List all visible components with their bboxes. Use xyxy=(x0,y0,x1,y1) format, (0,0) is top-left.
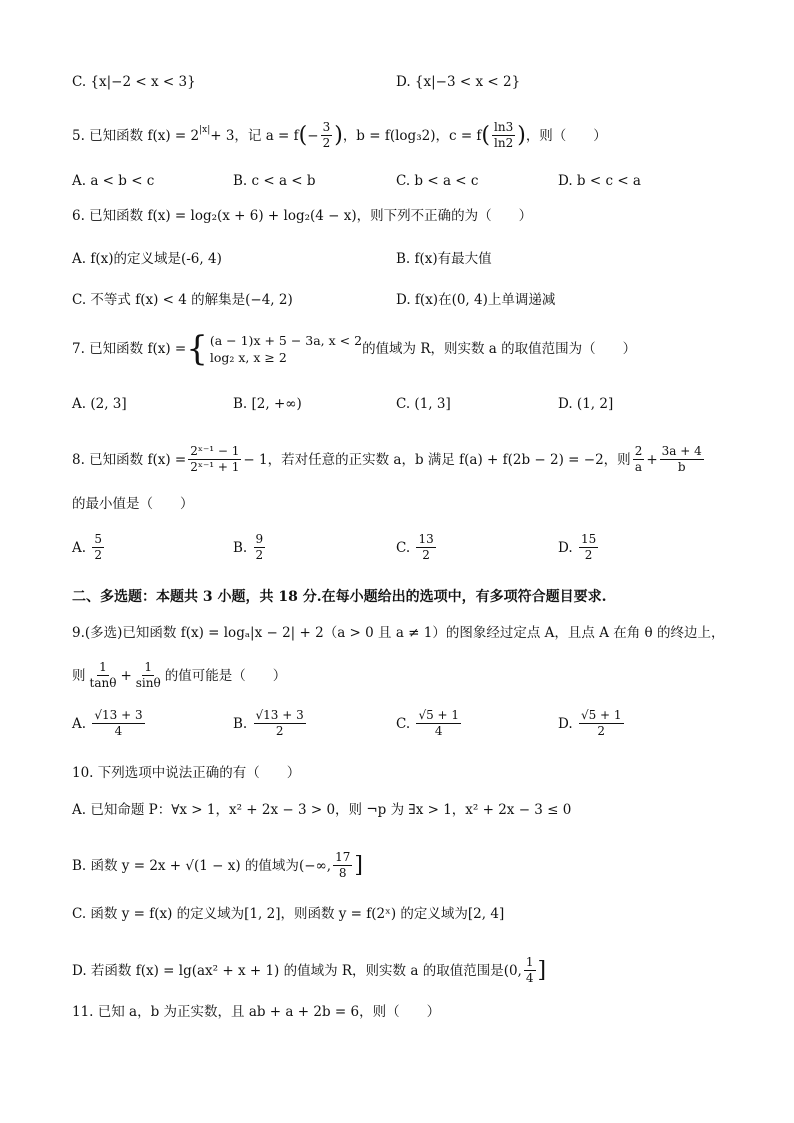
q4-option-d: D. {x|−3 < x < 2} xyxy=(396,74,521,90)
q7-stem-start: 7. 已知函数 f(x) = xyxy=(72,341,187,357)
question-9: 9.(多选)已知函数 f(x) = logₐ|x − 2| + 2（a > 0 且 a ≠ 1）的图象经过定点 A，且点 A 在角 θ 的终边上， xyxy=(72,625,725,641)
q5-option-a: A. a < b < c xyxy=(72,173,155,189)
q10d-interval-left: (0, xyxy=(503,962,522,979)
q10d-text: D. 若函数 f(x) = lg(ax² + x + 1) 的值域为 R，则实数 a 的取值范围是 xyxy=(72,962,504,979)
q8-stem-line-2: 的最小值是（ ） xyxy=(72,496,194,512)
q10b-fraction: $\frac{17}{8}$ xyxy=(335,850,351,880)
q7-option-c: C. (1, 3] xyxy=(396,396,451,412)
q7-piece-1: (a − 1)x + 5 − 3a, x < 2 xyxy=(209,333,363,348)
question-7 xyxy=(72,329,637,369)
q5-stem-start: 5. 已知函数 f(x) = 2 xyxy=(72,127,200,144)
question-10: 10. 下列选项中说法正确的有（ ） xyxy=(72,765,301,781)
q6-option-c: C. 不等式 f(x) < 4 的解集是(−4, 2) xyxy=(72,292,293,308)
q9-stem-line-2 xyxy=(72,660,286,691)
q8-stem-mid: − 1，若对任意的正实数 a，b 满足 f(a) + f(2b − 2) = −2，则 xyxy=(243,451,631,468)
q10-option-d xyxy=(72,955,546,986)
question-5: 5. 已知函数 f(x) = 2 $^{|x|}$ + 3，记 a = f ( − $\frac{3}{2}$ ) ，b = f(log₃2)，c = f ( $\frac{\ln 3}{\ln 2}$ ) ，则（ ） xyxy=(72,120,607,150)
q8-option-c: C. $\frac{13}{2}$ xyxy=(396,532,434,562)
q6-option-a: A. f(x)的定义域是(-6, 4) xyxy=(72,251,222,267)
question-11: 11. 已知 a，b 为正实数，且 ab + a + 2b = 6，则（ ） xyxy=(72,1004,441,1020)
q10-option-c: C. 函数 y = f(x) 的定义域为[1, 2]，则函数 y = f(2ˣ) 的定义域为[2, 4] xyxy=(72,906,505,922)
q10-option-b xyxy=(72,850,363,881)
q8-stem-start: 8. 已知函数 f(x) = xyxy=(72,451,187,468)
q4-option-c: C. {x|−2 < x < 3} xyxy=(72,74,196,90)
q8-function-fraction: $\frac{\text{2ˣ⁻¹ − 1}}{\text{2ˣ⁻¹ + 1}}$ xyxy=(190,444,240,474)
q7-piece-2: log₂ x, x ≥ 2 xyxy=(209,350,287,365)
q5-stem-b: ，b = f(log₃2)，c = f xyxy=(342,127,482,144)
q10b-interval-right: ] xyxy=(354,852,363,878)
q8-fraction-1: $\frac{2}{a}$ xyxy=(634,444,643,474)
q7-stem-end: 的值域为 R，则实数 a 的取值范围为（ ） xyxy=(362,341,637,357)
q9-option-d: D. $\frac{√5 + 1}{2}$ xyxy=(558,708,622,738)
q9-option-b: B. $\frac{√13 + 3}{2}$ xyxy=(233,708,304,738)
q5-exponent: |x| xyxy=(199,125,211,135)
q8-plus: + xyxy=(646,451,658,468)
q7-option-d: D. (1, 2] xyxy=(558,396,614,412)
q10b-interval-left: (−∞, xyxy=(298,857,332,874)
q5-c-fraction: $\frac{\ln 3}{\ln 2}$ xyxy=(494,120,514,150)
q5-stem-mid: + 3，记 a = f xyxy=(210,127,299,144)
q6-option-d: D. f(x)在(0, 4)上单调递减 xyxy=(396,292,556,308)
q7-option-a: A. (2, 3] xyxy=(72,396,127,412)
q9-fraction-1: $\frac{1}{\tan\theta}$ xyxy=(89,660,117,690)
q9-option-c: C. $\frac{√5 + 1}{4}$ xyxy=(396,708,460,738)
q5-option-b: B. c < a < b xyxy=(233,173,316,189)
q5-a-fraction: $\frac{3}{2}$ xyxy=(322,120,331,150)
q8-option-d: D. $\frac{15}{2}$ xyxy=(558,532,597,562)
q9-then: 则 xyxy=(72,667,86,684)
q7-piecewise: { (a − 1)x + 5 − 3a, x < 2 log₂ x, x ≥ 2 xyxy=(186,329,363,369)
q8-option-a: A. $\frac{5}{2}$ xyxy=(72,532,102,562)
q9-plus: + xyxy=(120,667,132,684)
q10d-interval-right: ] xyxy=(537,957,547,983)
q8-fraction-2: $\frac{3a + 4}{b}$ xyxy=(661,444,702,474)
q5-option-c: C. b < a < c xyxy=(396,173,479,189)
q7-option-b: B. [2, +∞) xyxy=(233,396,302,412)
question-8 xyxy=(72,444,706,475)
q9-option-a: A. $\frac{√13 + 3}{4}$ xyxy=(72,708,143,738)
question-6: 6. 已知函数 f(x) = log₂(x + 6) + log₂(4 − x)，则下列不正确的为（ ） xyxy=(72,208,533,224)
q8-option-b: B. $\frac{9}{2}$ xyxy=(233,532,264,562)
q10-option-a: A. 已知命题 P：∀x > 1，x² + 2x − 3 > 0，则 ¬p 为 ∃x > 1，x² + 2x − 3 ≤ 0 xyxy=(72,802,572,818)
q9-fraction-2: $\frac{1}{\sin\theta}$ xyxy=(135,660,161,690)
q10b-text: B. 函数 y = 2x + √(1 − x) 的值域为 xyxy=(72,857,299,874)
q5-stem-end: ，则（ ） xyxy=(525,127,607,144)
q9-stem-end: 的值可能是（ ） xyxy=(164,667,287,684)
section-2-heading: 二、多选题：本题共 3 小题，共 18 分.在每小题给出的选项中，有多项符合题目要求. xyxy=(72,589,607,605)
q6-option-b: B. f(x)有最大值 xyxy=(396,251,492,267)
q5-option-d: D. b < c < a xyxy=(558,173,641,189)
q10d-fraction: $\frac{1}{4}$ xyxy=(525,955,534,985)
